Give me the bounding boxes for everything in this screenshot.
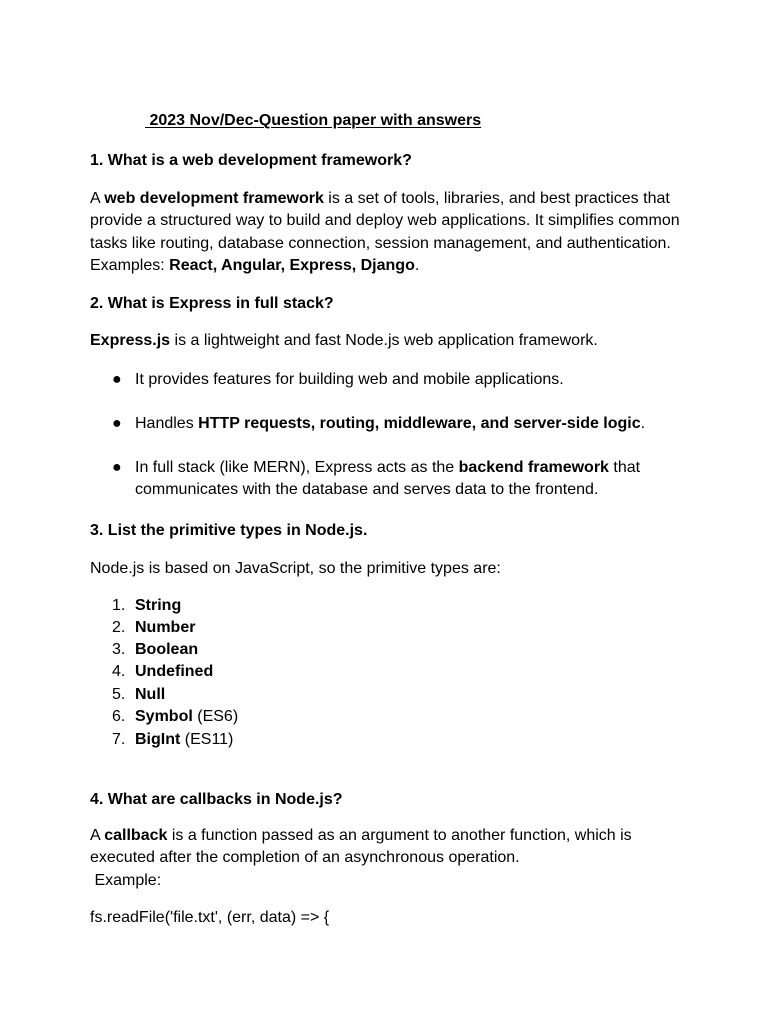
list-item [112,684,165,706]
question-1-heading: 1. What is a web development framework? [90,152,412,169]
answer-1-paragraph [90,188,690,277]
list-term: String [135,597,182,614]
answer-4-paragraph [90,825,690,892]
list-item [112,617,195,639]
list-term: Symbol [135,708,193,725]
list-term: Null [135,686,166,703]
bullet-dot-icon: ● [112,371,122,388]
answer-2-intro-text: is a lightweight and fast Node.js web application framework. [170,332,598,349]
bullet-item [112,413,672,435]
bullet-text-pre: In full stack (like MERN), Express acts as the [135,459,459,476]
list-number: 5. [112,686,126,703]
bullet-dot-icon: ● [112,459,122,476]
answer-4-text-b: is a function passed as an argument to another function, which is executed after the completion of an asynchronous operation. [90,827,632,867]
list-number: 1. [112,597,126,614]
list-note: (ES11) [180,731,234,748]
question-3-heading: 3. List the primitive types in Node.js. [90,522,368,539]
list-term: Boolean [135,641,199,658]
answer-4-term: callback [104,827,168,844]
answer-1-text-a: A [90,190,105,207]
question-4-heading: 4. What are callbacks in Node.js? [90,791,343,808]
bullet-text-bold: HTTP requests, routing, middleware, and server-side logic [198,415,641,432]
answer-2-term: Express.js [90,332,171,349]
bullet-text-post: that communicates with the database and serves data to the frontend. [135,459,641,499]
bullet-item [112,369,672,391]
answer-3-intro: Node.js is based on JavaScript, so the primitive types are: [90,560,501,577]
list-number: 4. [112,663,126,680]
list-item [112,706,238,728]
question-2-heading: 2. What is Express in full stack? [90,295,334,312]
bullet-text-bold: backend framework [458,459,609,476]
list-number: 3. [112,641,126,658]
bullet-dot-icon: ● [112,415,122,432]
example-label: Example: [90,871,162,889]
code-snippet: fs.readFile('file.txt', (err, data) => { [90,909,330,926]
list-item [112,639,198,661]
answer-1-examples: React, Angular, Express, Django [169,256,415,274]
answer-1-text-b: is a set of tools, libraries, and best practices that provide a structured way to build and deploy web applications. It simplifies common tasks like routing, database connection, session management, and authentication. Examples: [90,190,680,274]
list-note: (ES6) [192,708,239,725]
list-number: 7. [112,731,126,748]
list-term: Undefined [135,663,214,680]
list-item [112,729,233,751]
document-title: 2023 Nov/Dec-Question paper with answers [145,112,482,129]
answer-4-text-a: A [90,827,105,844]
bullet-text-post: . [640,415,646,432]
bullet-text [135,457,672,502]
answer-1-text-c: . [414,256,420,274]
bullet-text: It provides features for building web and mobile applications. [135,371,564,388]
bullet-text [135,413,672,435]
answer-2-intro [90,330,690,352]
answer-1-term: web development framework [104,190,324,207]
list-term: Number [135,619,196,636]
list-item [112,661,213,683]
list-number: 6. [112,708,126,725]
list-number: 2. [112,619,126,636]
list-item [112,595,181,617]
bullet-text-pre: Handles [135,415,199,432]
bullet-item [112,457,672,502]
list-term: BigInt [135,731,181,748]
